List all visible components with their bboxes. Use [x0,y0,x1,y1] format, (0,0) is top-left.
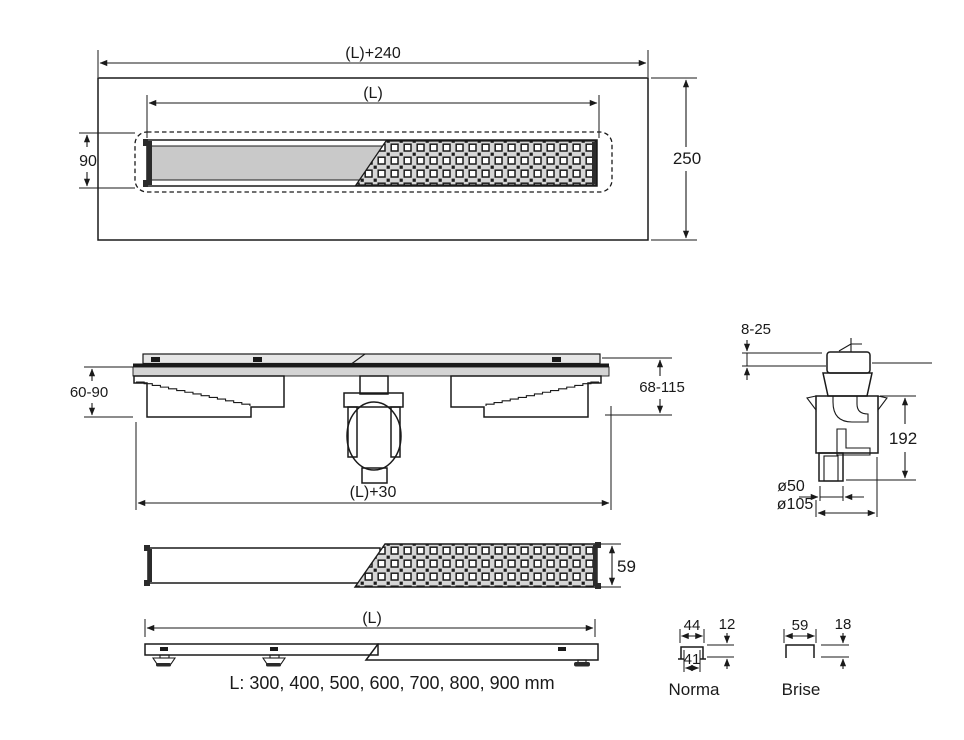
norma-profile [668,616,735,699]
dim-label-norma-inner: 41 [683,651,701,668]
dim-height-right [602,358,685,415]
brise-profile-shape [786,645,814,658]
grate-plain-section [148,548,380,583]
dim-label-grate-height: 59 [617,557,636,576]
dim-label-channel-length: (L) [363,85,383,102]
dim-label-brise-height: 18 [834,616,852,633]
mounting-foot-right [451,376,601,417]
siphon-cross-section [741,321,932,517]
siphon-body-section [807,338,887,481]
channel-cover-plain [150,146,384,180]
siphon-inlet-neck [823,373,872,396]
dim-label-tile-thickness: 8-25 [740,321,772,338]
dim-tile-thickness [741,321,771,380]
drain-channel-top [143,139,597,187]
available-lengths-note: L: 300, 400, 500, 600, 700, 800, 900 mm [229,673,555,693]
dim-label-height-right: 68-115 [639,379,685,396]
dim-total-width [98,45,648,77]
dim-label-brise-outer: 59 [791,617,809,634]
dim-channel-length [147,85,599,138]
channel-cover-perforated [356,141,596,185]
dim-label-outlet-diameter: ø50 [777,478,805,495]
dim-label-height-left: 60-90 [69,384,109,401]
dim-label-base-length: (L)+30 [349,484,397,501]
dim-label-length: (L) [362,610,382,627]
length-view [145,610,598,693]
channel-end-cap-left [147,141,152,185]
dim-grate-height [600,544,636,587]
channel-side-right [366,644,598,660]
siphon-flange [344,393,403,407]
adjustable-foot-3 [574,660,590,667]
dim-brise-height [821,616,851,669]
dim-norma-outer [680,617,704,643]
brise-label: Brise [781,680,821,699]
siphon-neck [360,376,388,394]
dim-label-depth: 250 [672,149,702,168]
dim-label-channel-width: 90 [79,153,97,170]
dim-label-total-width: (L)+240 [345,45,401,62]
cap-handle-glyph [839,338,862,352]
water-inlet-channel [833,396,868,422]
channel-body-band [133,367,609,376]
dim-channel-width [79,133,135,188]
norma-label: Norma [668,680,720,699]
top-view [79,45,701,240]
dim-label-body-diameter: ø105 [776,496,814,513]
grate-perforated-section [355,544,597,587]
dim-siphon-height [846,396,917,480]
dim-norma-height [707,616,735,669]
channel-side-left [145,644,378,655]
dim-length [145,610,595,637]
adjustable-foot-1 [153,655,175,667]
side-elevation-view [70,354,685,510]
drain-cap [827,352,870,373]
adjustable-foot-2 [263,655,285,667]
grate-plate [143,354,600,364]
mounting-foot-left [134,376,284,417]
outlet-pipe [819,453,843,481]
channel-top-edge [133,364,609,368]
dim-base-length [136,406,611,510]
dim-brise-outer [784,617,816,643]
brise-profile [782,616,852,699]
siphon-bell [347,402,401,470]
dim-height-left [70,367,133,417]
water-trap-channel [837,429,870,455]
siphon-under-channel [344,376,403,483]
channel-end-cap-right [592,142,596,184]
dim-norma-inner [684,650,701,672]
dim-label-siphon-height: 192 [888,429,918,448]
dim-label-norma-height: 12 [718,616,736,633]
dim-label-norma-outer: 44 [683,617,701,634]
dim-depth [651,78,701,240]
siphon-housing [816,396,878,453]
grate-profile-view [144,542,636,589]
outlet-bore [824,456,838,481]
